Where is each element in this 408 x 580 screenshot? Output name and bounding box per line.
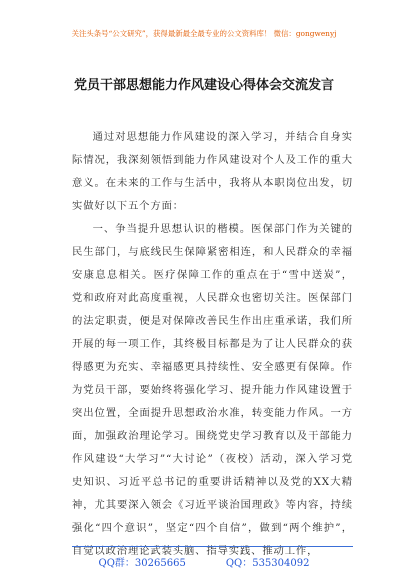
footer-divider — [72, 546, 353, 547]
footer — [0, 554, 408, 569]
body-paragraph: 通过对思想能力作风建设的深入学习，并结合自身实际情况，我深刻领悟到能力作风建设对个人及工作的重大意义。在未来的工作与生活中，我将从本职岗位出发，切实做好以下五个方面： — [72, 131, 353, 212]
footer-qq-group: QQ群：30265665 — [98, 558, 186, 569]
document-body — [72, 126, 353, 563]
footer-qq-contact: QQ：535304092 — [225, 558, 310, 569]
body-paragraph: 一、争当提升思想认识的楷模。医保部门作为关键的民生部门，与底线民生保障紧密相连，和人民群众的幸福安康息息相关。医疗保障工作的重点在于“雪中送炭”，党和政府对此高度重视，人民群众也密切关注。医保部门的法定职责，便是对保障改善民生作出庄重承诺，我们所开展的每一项工作，其终极目标都是为了让人民群众的获得感更为充实、幸福感更具持续性、安全感更有保障。作为党员干部，要始终将强化学习、提升能力作风建设置于突出位置，全面提升思想政治水准，转变能力作风。一方面，加强政治理论学习。围绕党史学习教育以及干部能力作风建设“大学习”“大讨论”（夜校）活动，深入学习党史知识、习近平总书记的重要讲话精神以及党的XX大精神，尤其要深入领会《习近平谈治国理政》等内容，持续强化“四个意识”，坚定“四个自信”，做到“两个维护”，自觉以政治理论武装头脑、指导实践、推动工作， — [72, 223, 353, 557]
header-banner: 关注头条号“公文研究”，获得最新最全最专业的公文资料库！ 微信：gongwenyj — [71, 29, 337, 38]
document-title: 党员干部思想能力作风建设心得体会交流发言 — [73, 78, 334, 93]
